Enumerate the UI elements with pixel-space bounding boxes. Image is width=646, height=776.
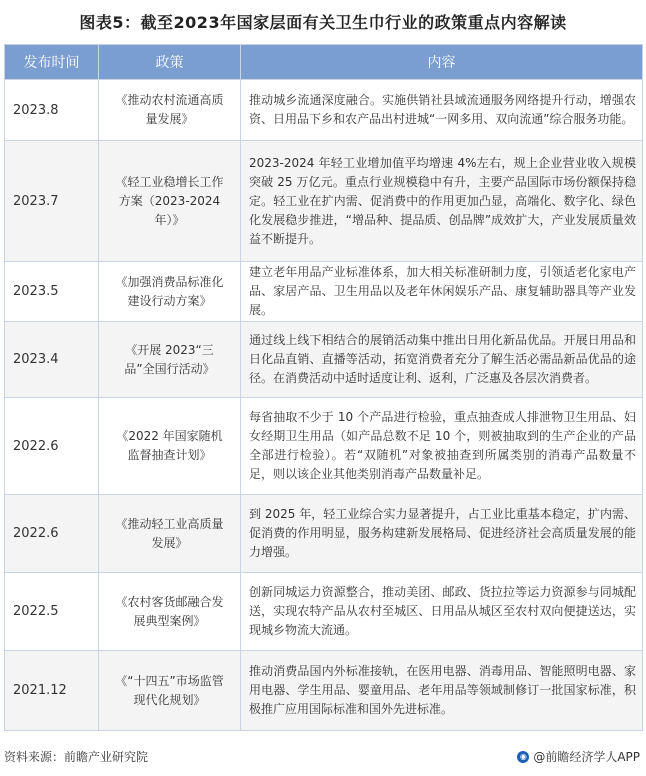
row-content: 推动消费品国内外标准接轨，在医用电器、消毒用品、智能照明电器、家用电器、学生用品、婴童用品、老年用品等领域制修订一批国家标准，积极推广应用国际标准和国外先进标准。 [241, 651, 643, 731]
header-date: 发布时间 [5, 45, 99, 80]
row-date: 2022.6 [5, 495, 99, 573]
source-note: 资料来源：前瞻产业研究院 [4, 750, 149, 764]
row-policy: 《2022 年国家随机监督抽查计划》 [99, 398, 241, 495]
table-row [5, 651, 643, 731]
row-content: 每省抽取不少于 10 个产品进行检验，重点抽查成人排泄物卫生用品、妇女经期卫生用品（如产品总数不足 10 个，则被抽取到的生产企业的产品全部进行检验）。若“双随机”对象被抽查到所属类别的消毒产品数量不足，则以该企业其他类别消毒产品数量补足。 [241, 398, 643, 495]
table-row [5, 322, 643, 398]
brand-credit [517, 748, 640, 765]
table-row [5, 262, 643, 322]
row-date: 2022.6 [5, 398, 99, 495]
row-content: 创新同城运力资源整合，推动美团、邮政、货拉拉等运力资源参与同城配送，实现农特产品从农村至城区、日用品从城区至农村双向便捷送达，实现城乡物流大流通。 [241, 573, 643, 651]
header-content: 内容 [241, 45, 643, 80]
row-date: 2023.4 [5, 322, 99, 398]
row-date: 2023.8 [5, 80, 99, 141]
table-row [5, 141, 643, 262]
row-policy: 《开展 2023“三品”全国行活动》 [99, 322, 241, 398]
chart-title: 图表5：截至2023年国家层面有关卫生巾行业的政策重点内容解读 [79, 13, 567, 32]
table-row [5, 495, 643, 573]
table-row [5, 80, 643, 141]
row-date: 2022.5 [5, 573, 99, 651]
row-content: 通过线上线下相结合的展销活动集中推出日用化新品优品。开展日用品和日化品直销、直播等活动，拓宽消费者充分了解生活必需品新品优品的途径。在消费活动中适时适度让利、返利，广泛惠及各层次消费者。 [241, 322, 643, 398]
brand-logo-icon: ◉ [517, 751, 529, 763]
policy-table [4, 44, 643, 731]
table-header-row [5, 45, 643, 80]
row-policy: 《农村客货邮融合发展典型案例》 [99, 573, 241, 651]
row-date: 2021.12 [5, 651, 99, 731]
row-policy: 《推动农村流通高质量发展》 [99, 80, 241, 141]
brand-label: @前瞻经济学人APP [533, 750, 640, 764]
header-policy: 政策 [99, 45, 241, 80]
table-row [5, 398, 643, 495]
row-date: 2023.5 [5, 262, 99, 322]
row-content: 推动城乡流通深度融合。实施供销社县域流通服务网络提升行动，增强农资、日用品下乡和农产品出村进城“一网多用、双向流通”综合服务功能。 [241, 80, 643, 141]
row-content: 到 2025 年，轻工业综合实力显著提升，占工业比重基本稳定，扩内需、促消费的作用明显，服务构建新发展格局、促进经济社会高质量发展的能力增强。 [241, 495, 643, 573]
row-policy: 《“十四五”市场监管现代化规划》 [99, 651, 241, 731]
row-content: 建立老年用品产业标准体系，加大相关标准研制力度，引领适老化家电产品、家居产品、卫生用品以及老年休闲娱乐产品、康复辅助器具等产业发展。 [241, 262, 643, 322]
row-policy: 《加强消费品标准化建设行动方案》 [99, 262, 241, 322]
table-row [5, 573, 643, 651]
row-content: 2023-2024 年轻工业增加值平均增速 4%左右，规上企业营业收入规模突破 25 万亿元。重点行业规模稳中有升，主要产品国际市场份额保持稳定。轻工业在扩内需、促消费中的作用更加凸显，高端化、数字化、绿色化发展稳步推进，“增品种、提品质、创品牌”成效扩大，产业发展质量效益不断提升。 [241, 141, 643, 262]
row-date: 2023.7 [5, 141, 99, 262]
row-policy: 《轻工业稳增长工作方案（2023-2024 年）》 [99, 141, 241, 262]
row-policy: 《推动轻工业高质量发展》 [99, 495, 241, 573]
